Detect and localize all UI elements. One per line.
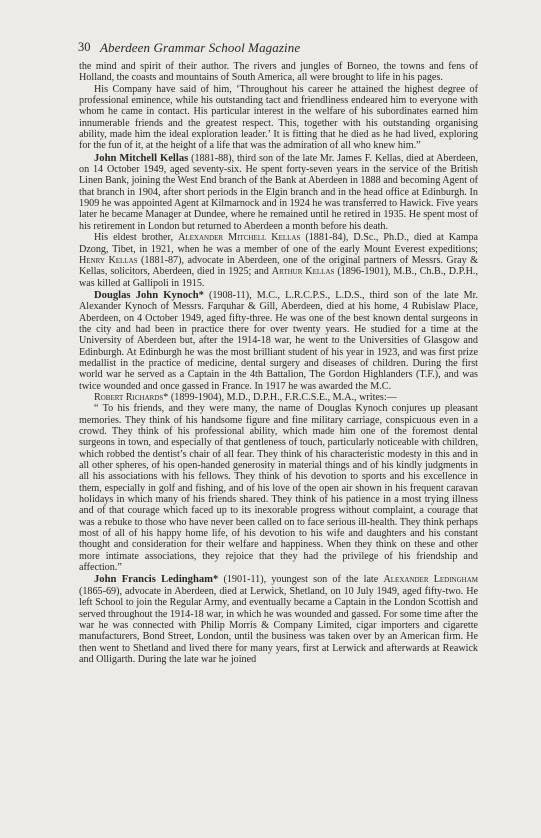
paragraph: His eldest brother, Alexander Mitchell Kellas (1881-84), D.Sc., Ph.D., died at Kampa Dzong, Tibet, in 1921, when he was a member of one of the early Mount Everest expeditions; Henry Kellas (1881-87), advocate in Aberdeen, one of the original partners of Messrs. Gray & Kellas, solicitors, Aberdeen, died in 1925; and Arthur Kellas (1896-1901), M.B., Ch.B., D.P.H., was killed at Gallipoli in 1915.: [79, 232, 479, 289]
body-text: [79, 61, 478, 665]
paragraph: Robert Richards* (1899-1904), M.D., D.P.H., F.R.C.S.E., M.A., writes:—: [94, 391, 397, 403]
page-number: 30: [78, 40, 91, 54]
person-name: Alexander Mitchell Kellas: [178, 232, 301, 244]
obituary-paragraph: John Francis Ledingham* (1901-11), youngest son of the late Alexander Ledingham (1865-69), advocate in Aberdeen, died at Lerwick, Shetland, on 10 July 1949, aged fifty-two. He left School to join the Regular Army, and eventually became a Captain in the London Scottish and served throughout the 1914-18 war, in which he was wounded and gassed. For some time after the war he was connected with Philip Morris & Company Limited, cigar importers and cigarette manufacturers, Bond Street, London, until the business was taken over by an American firm. He then went to Shetland and lived there for many years, first at Lerwick and afterwards at Reawick and Olligarth. During the late war he joined: [79, 574, 479, 665]
obituary-paragraph: Douglas John Kynoch* (1908-11), M.C., L.R.C.P.S., L.D.S., third son of the late Mr. Alexander Kynoch of Messrs. Farquhar & Gill, Aberdeen, died at his home, 4 Rubislaw Place, Aberdeen, on 4 October 1949, aged fifty-three. He was one of the best known dental surgeons in the city and had been in practice there for over twenty years. He studied for a time at the University of Aberdeen but, after the 1914-18 war, he went to the Universities of Glasgow and Edinburgh. At Edinburgh he was the most brilliant student of his year in 1923, and was first prize medallist in the practice of medicine, dental surgery and diseases of children. During the first world war he served as a Captain in the 4th Battalion, The Gordon Highlanders (T.F.), and was twice wounded and once gassed in France. In 1917 he was awarded the M.C.: [79, 289, 478, 392]
running-title: Aberdeen Grammar School Magazine: [100, 40, 301, 55]
paragraph: His Company have said of him, ‘Throughout his career he attained the highest degree of professional eminence, while his outstanding tact and friendliness endeared him to everyone with whom he came in contact. His particular interest in the welfare of his subordinates earned him innumerable friends and the greatest respect. This, together with his outstanding organising ability, made him the ideal exploration leader.’ It is fitting that he died as he had lived, exploring for the fun of it, at the height of a life that was the admiration of all who knew him.”: [79, 83, 478, 152]
page-header: [78, 40, 478, 56]
person-name: Alexander Ledingham: [383, 574, 479, 586]
quotation-paragraph: “ To his friends, and they were many, the name of Douglas Kynoch conjures up pleasant memories. They think of his handsome figure and fine military carriage, conspicuous even in a crowd. They think of his professional ability, which made him one of the foremost dental surgeons in town, and especially of that gentleness of touch, particularly noticeable with children, which robbed the dentist’s chair of all fear. They think of his characteristic modesty in this and in all other spheres, of his open-handed generosity in material things and of his kindly judgments in all his associations with his fellows. They think of his devotion to sports and his excellence in them, especially in golf and fishing, and of his love of the open air shown in his frequent caravan holidays in which many of his friends shared. They think of his patience in a most trying illness and of that courage which faced up to its inexorable progress without complaint, a courage that was a rebuke to those who have never been called on to face serious ill-health. They think perhaps most of all of his happy home life, of his devotion to his wife and daughters and his constant thought and consideration for their welfare and happiness. When they think on these and other more intimate associations, they rejoice that they had the privilege of his friendship and affection.”: [79, 403, 478, 574]
person-name: Robert Richards*: [94, 391, 169, 403]
person-name: Henry Kellas: [79, 254, 138, 266]
obituary-name: Douglas John Kynoch*: [94, 289, 204, 301]
obituary-name: John Francis Ledingham*: [94, 574, 219, 586]
obituary-paragraph: John Mitchell Kellas (1881-88), third son of the late Mr. James F. Kellas, died at Aberdeen, on 14 October 1949, aged seventy-six. He spent forty-seven years in the service of the British Linen Bank, joining the West End branch of the Bank at Aberdeen in 1888 and becoming Agent of that branch in 1904, after short periods in the Elgin branch and in the head office at Edinburgh. In 1909 he was appointed Agent at Kilmarnock and in 1924 he was transferred to Hawick. Five years later he became Manager at Dundee, where he remained until he retired in 1935. He spent most of his retirement in London but returned to Aberdeen a month before his death.: [79, 152, 479, 232]
person-name: Arthur Kellas: [271, 266, 335, 278]
obituary-name: John Mitchell Kellas: [94, 152, 189, 164]
paragraph: the mind and spirit of their author. The rivers and jungles of Borneo, the towns and fens of Holland, the coasts and mountains of South America, all were brought to life in his pages.: [79, 61, 478, 84]
